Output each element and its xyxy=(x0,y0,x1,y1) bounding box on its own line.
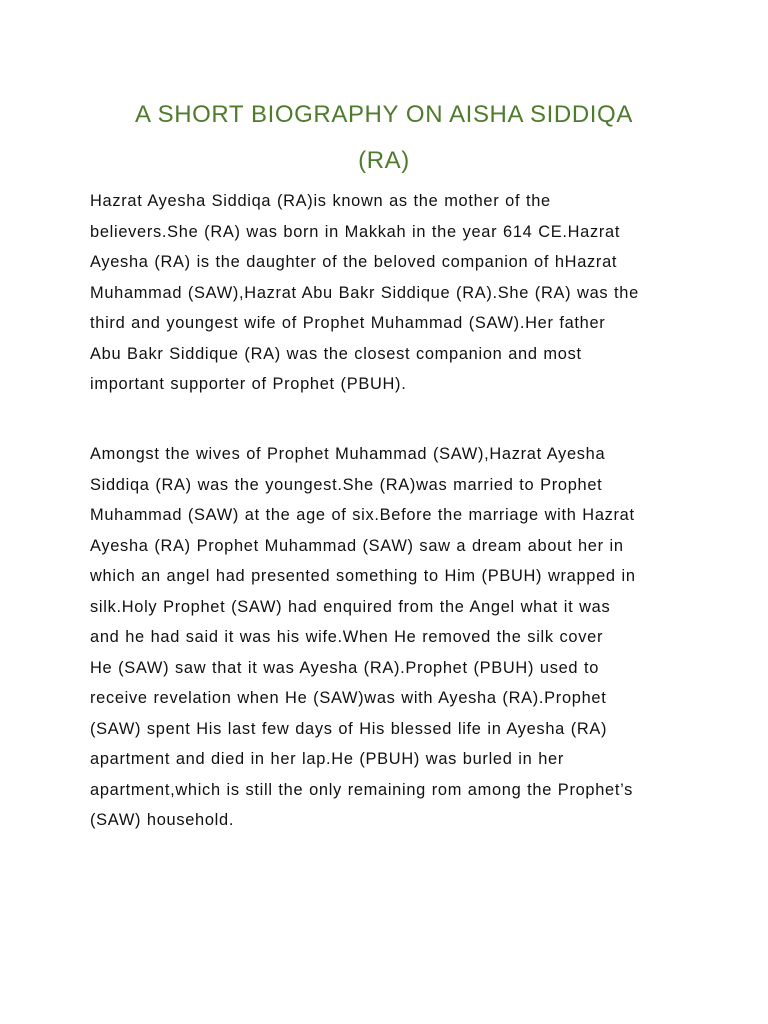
paragraph-1 xyxy=(90,186,690,400)
paragraph-line: important supporter of Prophet (PBUH). xyxy=(90,375,407,393)
paragraph-line: apartment,which is still the only remaining rom among the Prophet’s xyxy=(90,780,634,799)
title-line-2: (RA) xyxy=(358,147,410,174)
paragraph-line: which an angel had presented something to Him (PBUH) wrapped in xyxy=(90,567,636,585)
paragraph-line: Hazrat Ayesha Siddiqa (RA)is known as the mother of the xyxy=(90,192,551,210)
paragraph-line: and he had said it was his wife.When He removed the silk cover xyxy=(90,628,604,646)
paragraph-line: Abu Bakr Siddique (RA) was the closest companion and most xyxy=(90,344,582,363)
paragraph-line: Ayesha (RA) is the daughter of the beloved companion of hHazrat xyxy=(90,253,618,271)
document-title xyxy=(60,92,708,184)
paragraph-line: apartment and died in her lap.He (PBUH) was burled in her xyxy=(90,750,565,768)
paragraph-line: Siddiqa (RA) was the youngest.She (RA)was married to Prophet xyxy=(90,475,603,494)
paragraph-line: (SAW) household. xyxy=(90,811,235,829)
paragraph-line: believers.She (RA) was born in Makkah in the year 614 CE.Hazrat xyxy=(90,222,621,241)
paragraph-line: receive revelation when He (SAW)was with Ayesha (RA).Prophet xyxy=(90,689,607,707)
paragraph-line: silk.Holy Prophet (SAW) had enquired from the Angel what it was xyxy=(90,597,611,616)
title-line-1: A SHORT BIOGRAPHY ON AISHA SIDDIQA xyxy=(135,101,633,128)
paragraph-2 xyxy=(90,439,690,836)
paragraph-line: Ayesha (RA) Prophet Muhammad (SAW) saw a dream about her in xyxy=(90,536,624,555)
paragraph-line: (SAW) spent His last few days of His blessed life in Ayesha (RA) xyxy=(90,719,608,738)
paragraph-line: Muhammad (SAW),Hazrat Abu Bakr Siddique (RA).She (RA) was the xyxy=(90,283,639,302)
paragraph-line: third and youngest wife of Prophet Muhammad (SAW).Her father xyxy=(90,314,606,332)
paragraph-line: Muhammad (SAW) at the age of six.Before the marriage with Hazrat xyxy=(90,506,635,524)
paragraph-line: He (SAW) saw that it was Ayesha (RA).Prophet (PBUH) used to xyxy=(90,658,600,677)
paragraph-line: Amongst the wives of Prophet Muhammad (SAW),Hazrat Ayesha xyxy=(90,445,606,463)
